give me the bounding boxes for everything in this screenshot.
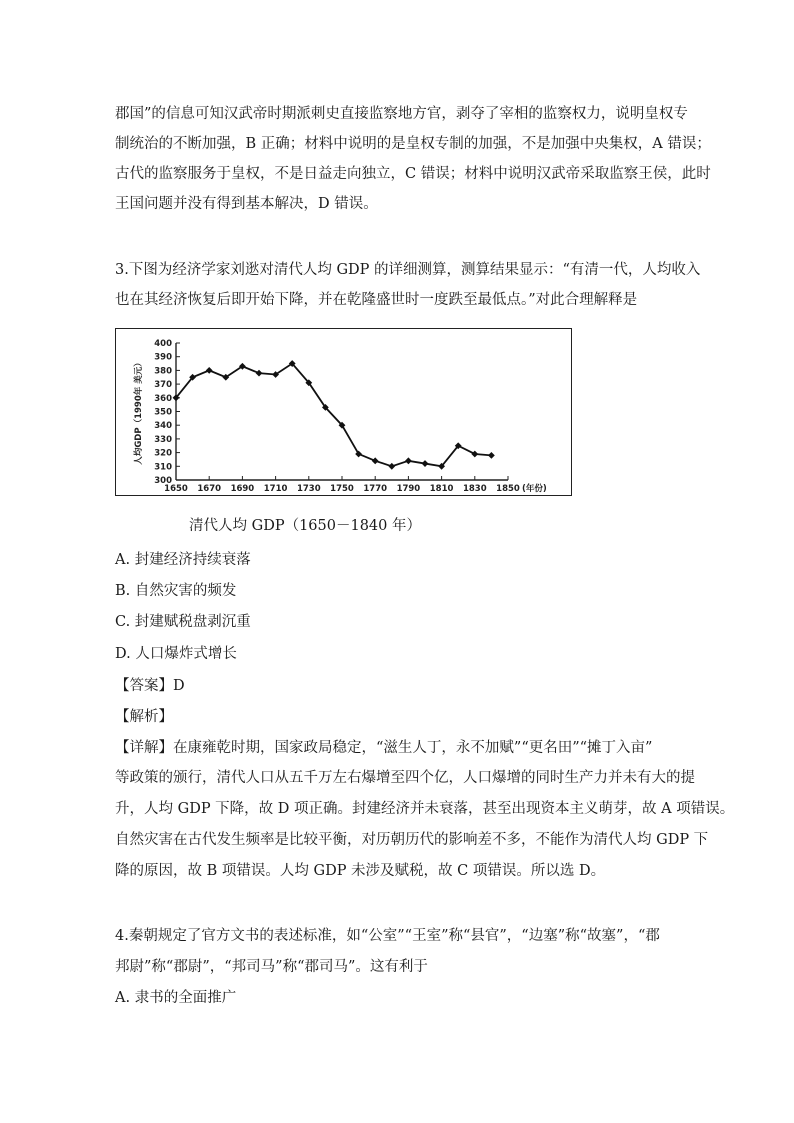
y-tick-label: 380 [154,366,172,377]
data-point [388,463,395,470]
x-tick-label: 1730 [296,484,321,494]
data-point [372,457,379,464]
data-point [206,367,213,374]
x-axis-unit: (年份) [522,484,547,494]
data-point [471,451,478,458]
y-tick-label: 390 [154,352,172,363]
q4-option-a: A. 隶书的全面推广 [115,990,237,1006]
y-tick-label: 320 [154,448,172,459]
gdp-chart-svg [116,329,573,497]
prev-answer-line-4: 王国问题并没有得到基本解决，D 错误。 [115,196,378,212]
y-tick-label: 400 [154,339,172,349]
q3-detail-line-2: 等政策的颁行，清代人口从五千万左右爆增至四个亿，人口爆增的同时生产力并未有大的提 [115,770,695,786]
y-tick-label: 370 [154,380,172,391]
x-tick-label: 1810 [429,484,454,494]
q3-detail-line-5: 降的原因，故 B 项错误。人均 GDP 未涉及赋税，故 C 项错误。所以选 D。 [115,863,606,879]
x-tick-label: 1690 [230,484,255,494]
data-point [422,460,429,467]
q3-option-b: B. 自然灾害的频发 [115,583,237,599]
prev-answer-line-3: 古代的监察服务于皇权，不是日益走向独立，C 错误；材料中说明汉武帝采取监察王侯，此时 [115,166,711,182]
data-point [488,452,495,459]
q3-analysis-label: 【解析】 [115,709,173,725]
y-tick-label: 350 [154,407,172,418]
q3-answer: 【答案】D [115,678,185,694]
q4-stem-line-2: 邦尉”称“郡尉”，“邦司马”称“郡司马”。这有利于 [115,959,428,975]
y-tick-label: 360 [154,393,172,404]
q3-stem-line-1: 3.下图为经济学家刘逖对清代人均 GDP 的详细测算，测算结果显示：“有清一代，人均收入 [115,262,701,278]
x-tick-label: 1830 [462,484,487,494]
x-tick-label: 1750 [330,484,354,494]
q3-detail-line-1: 【详解】在康雍乾时期，国家政局稳定，“滋生人丁，永不加赋”“更名田”“摊丁入亩” [115,740,653,756]
q4-stem-line-1: 4.秦朝规定了官方文书的表述标准，如“公室”“王室”称“县官”，“边塞”称“故塞”，“郡 [115,928,660,944]
data-point [405,457,412,464]
q3-detail-line-3: 升，人均 GDP 下降，故 D 项正确。封建经济并未衰落，甚至出现资本主义萌芽，故 A 项错误。 [115,801,735,817]
prev-answer-line-2: 制统治的不断加强，B 正确；材料中说明的是皇权专制的加强，不是加强中央集权，A 错误； [115,136,711,152]
x-tick-label: 1670 [197,484,222,494]
y-tick-label: 340 [154,421,172,432]
y-tick-label: 330 [154,434,172,445]
x-tick-label: 1710 [263,484,288,494]
gdp-chart [115,328,572,496]
y-tick-label: 300 [154,476,172,486]
y-tick-label: 310 [154,462,172,473]
prev-answer-line-1: 郡国”的信息可知汉武帝时期派刺史直接监察地方官，剥夺了宰相的监察权力，说明皇权专 [115,106,688,122]
y-axis-label: 人均GDP（1990年 美元） [134,358,144,465]
chart-caption: 清代人均 GDP（1650－1840 年） [189,518,421,534]
x-tick-label: 1650 [164,484,188,494]
q3-detail-line-4: 自然灾害在古代发生频率是比较平衡，对历朝历代的影响差不多，不能作为清代人均 GDP 下 [115,832,709,848]
series-line [176,364,491,467]
q3-stem-line-2: 也在其经济恢复后即开始下降，并在乾隆盛世时一度跌至最低点。”对此合理解释是 [115,292,638,308]
x-tick-label: 1850 [496,484,520,494]
q3-option-d: D. 人口爆炸式增长 [115,646,237,662]
data-point [256,370,263,377]
q3-option-c: C. 封建赋税盘剥沉重 [115,614,251,630]
q3-option-a: A. 封建经济持续衰落 [115,552,251,568]
x-tick-label: 1770 [363,484,388,494]
x-tick-label: 1790 [396,484,421,494]
